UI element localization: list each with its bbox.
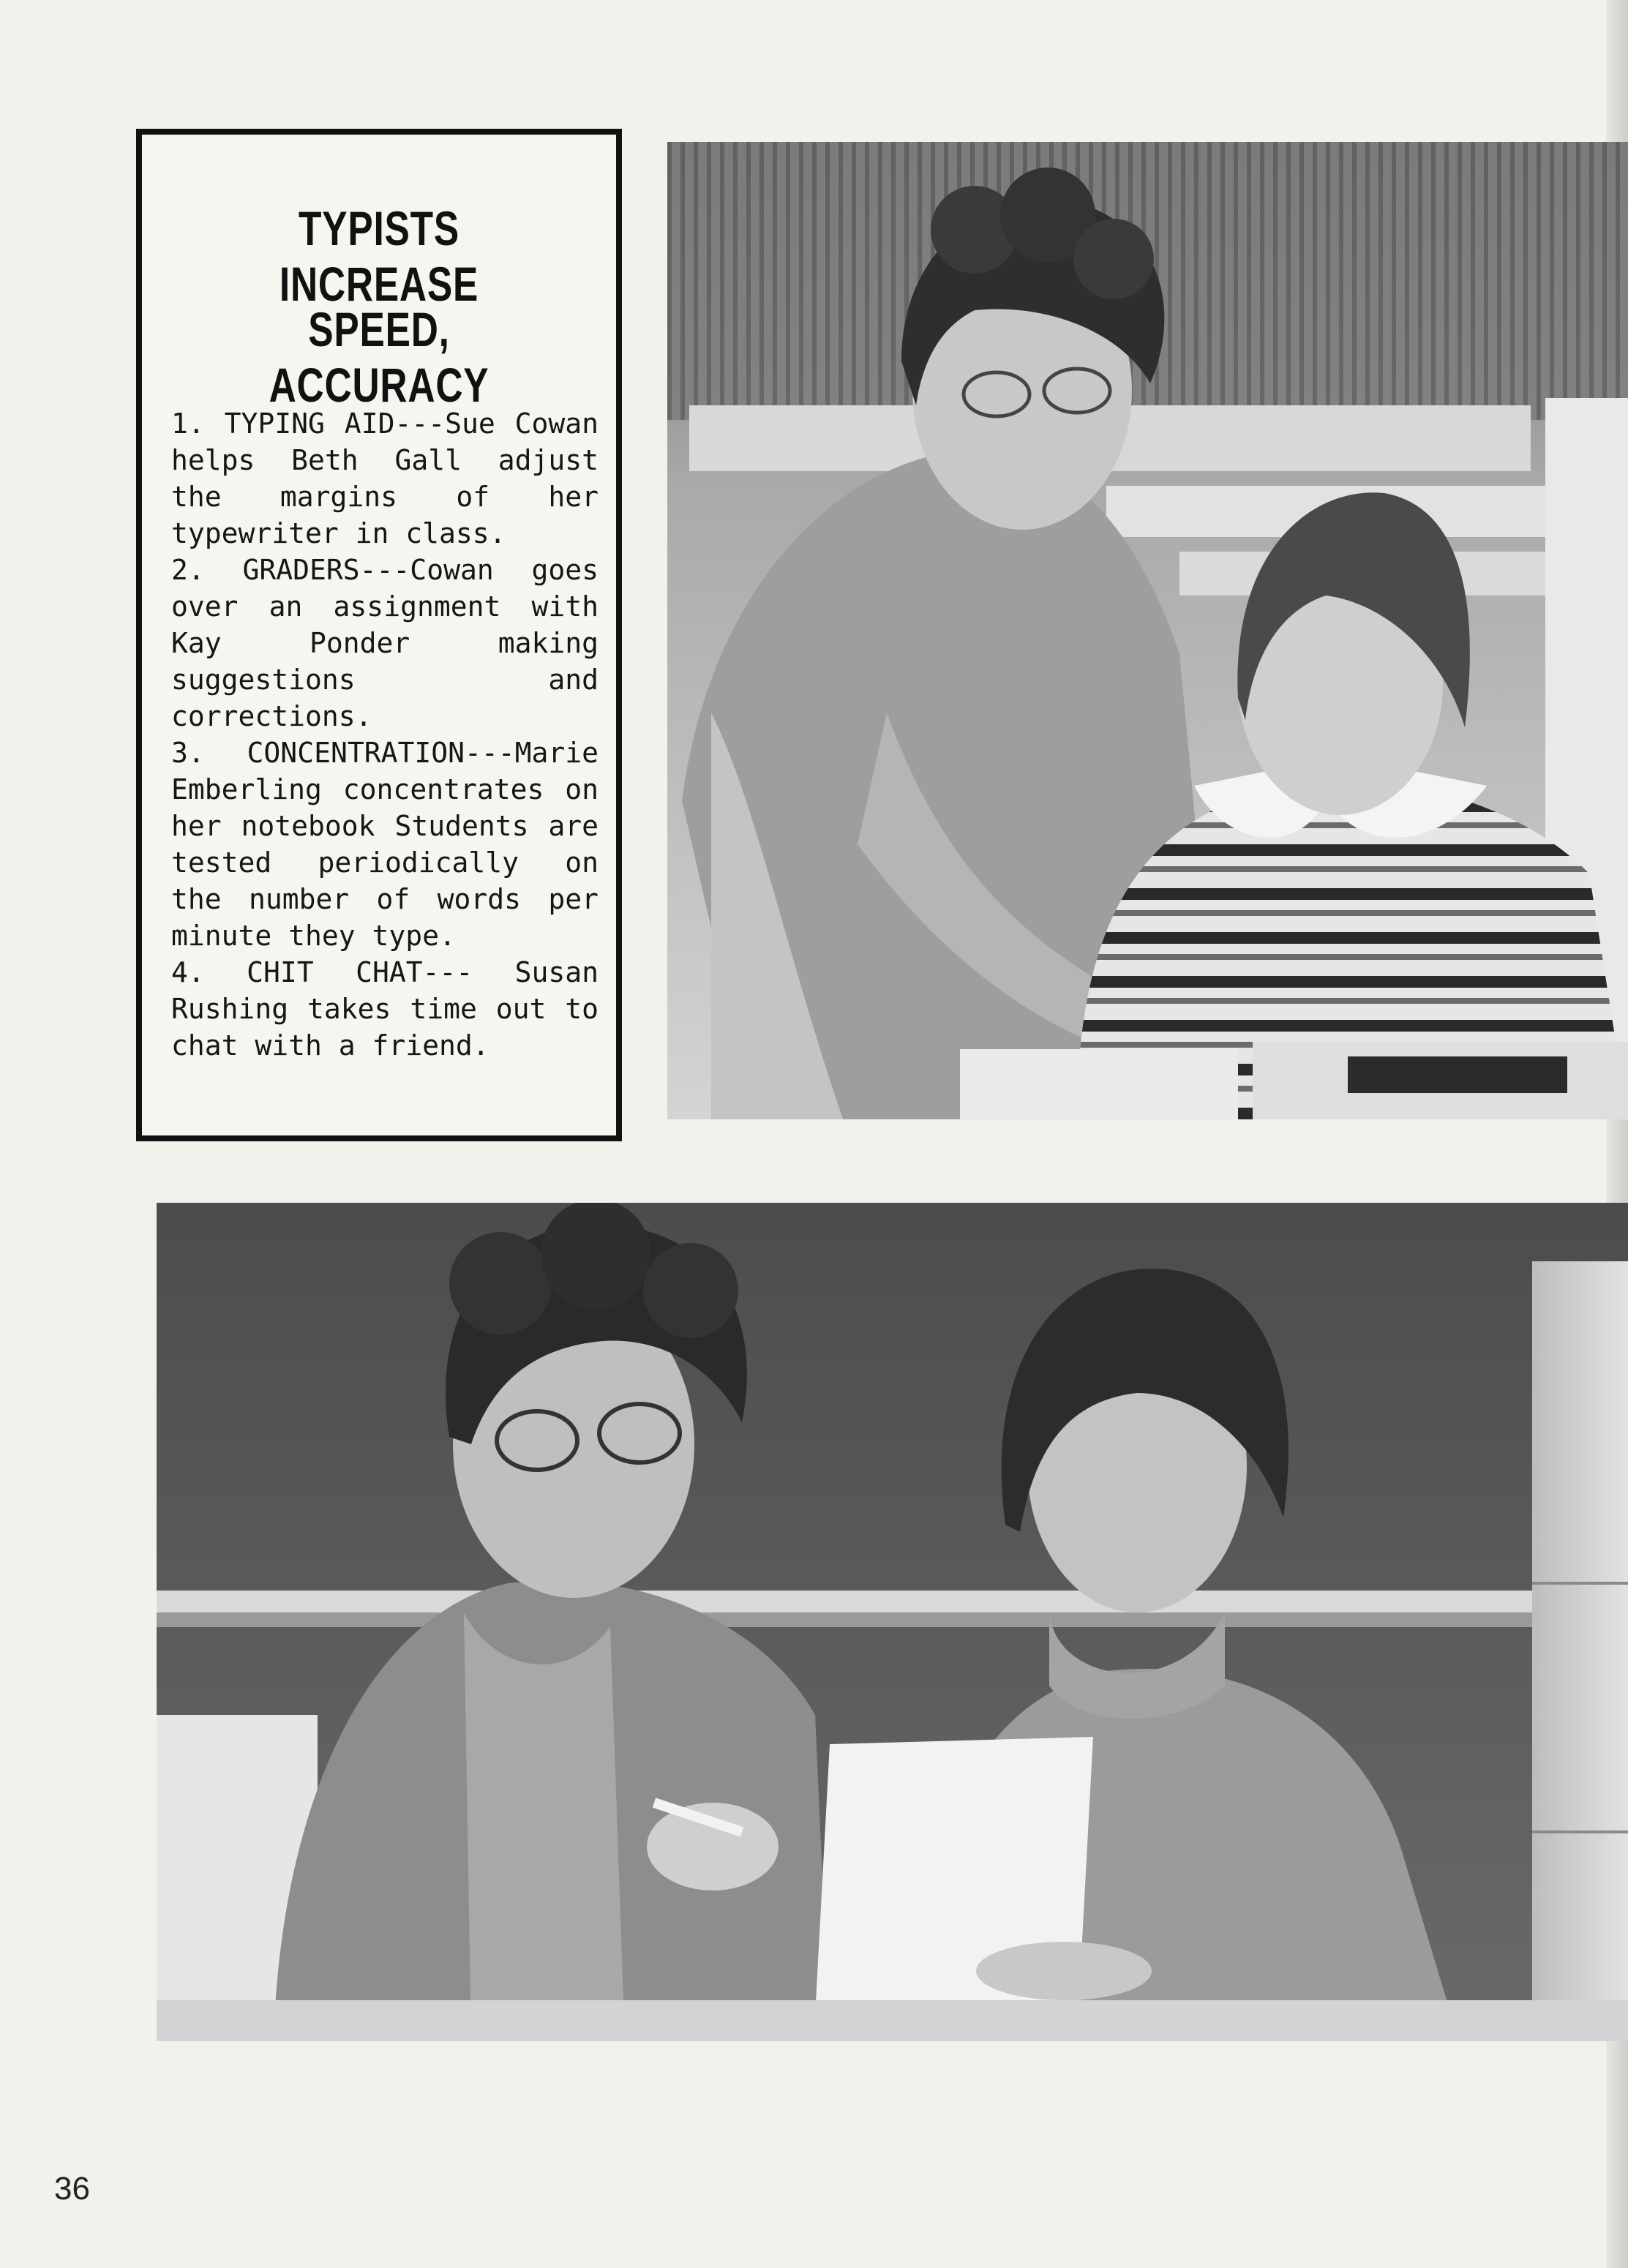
photo-graders bbox=[157, 1203, 1628, 2041]
page-number: 36 bbox=[54, 2171, 90, 2207]
photo-typing-aid-image bbox=[667, 142, 1628, 1119]
caption-3: 3. CONCENTRATION---Marie Emberling concentrates on her notebook Students are tested periodically on the number of words per minute they type. bbox=[171, 737, 599, 952]
caption-1: 1. TYPING AID---Sue Cowan helps Beth Gall adjust the margins of her typewriter in class. bbox=[171, 408, 599, 549]
photo-typing-aid bbox=[667, 142, 1628, 1119]
caption-box bbox=[136, 129, 622, 1141]
caption-text bbox=[171, 405, 599, 1064]
headline-line-2: SPEED, ACCURACY bbox=[269, 302, 489, 412]
photo-graders-image bbox=[157, 1203, 1628, 2041]
caption-4: 4. CHIT CHAT--- Susan Rushing takes time out to chat with a friend. bbox=[171, 956, 599, 1062]
caption-2: 2. GRADERS---Cowan goes over an assignment with Kay Ponder making suggestions and corrections. bbox=[171, 554, 599, 732]
headline-line-1: TYPISTS INCREASE bbox=[279, 201, 479, 311]
